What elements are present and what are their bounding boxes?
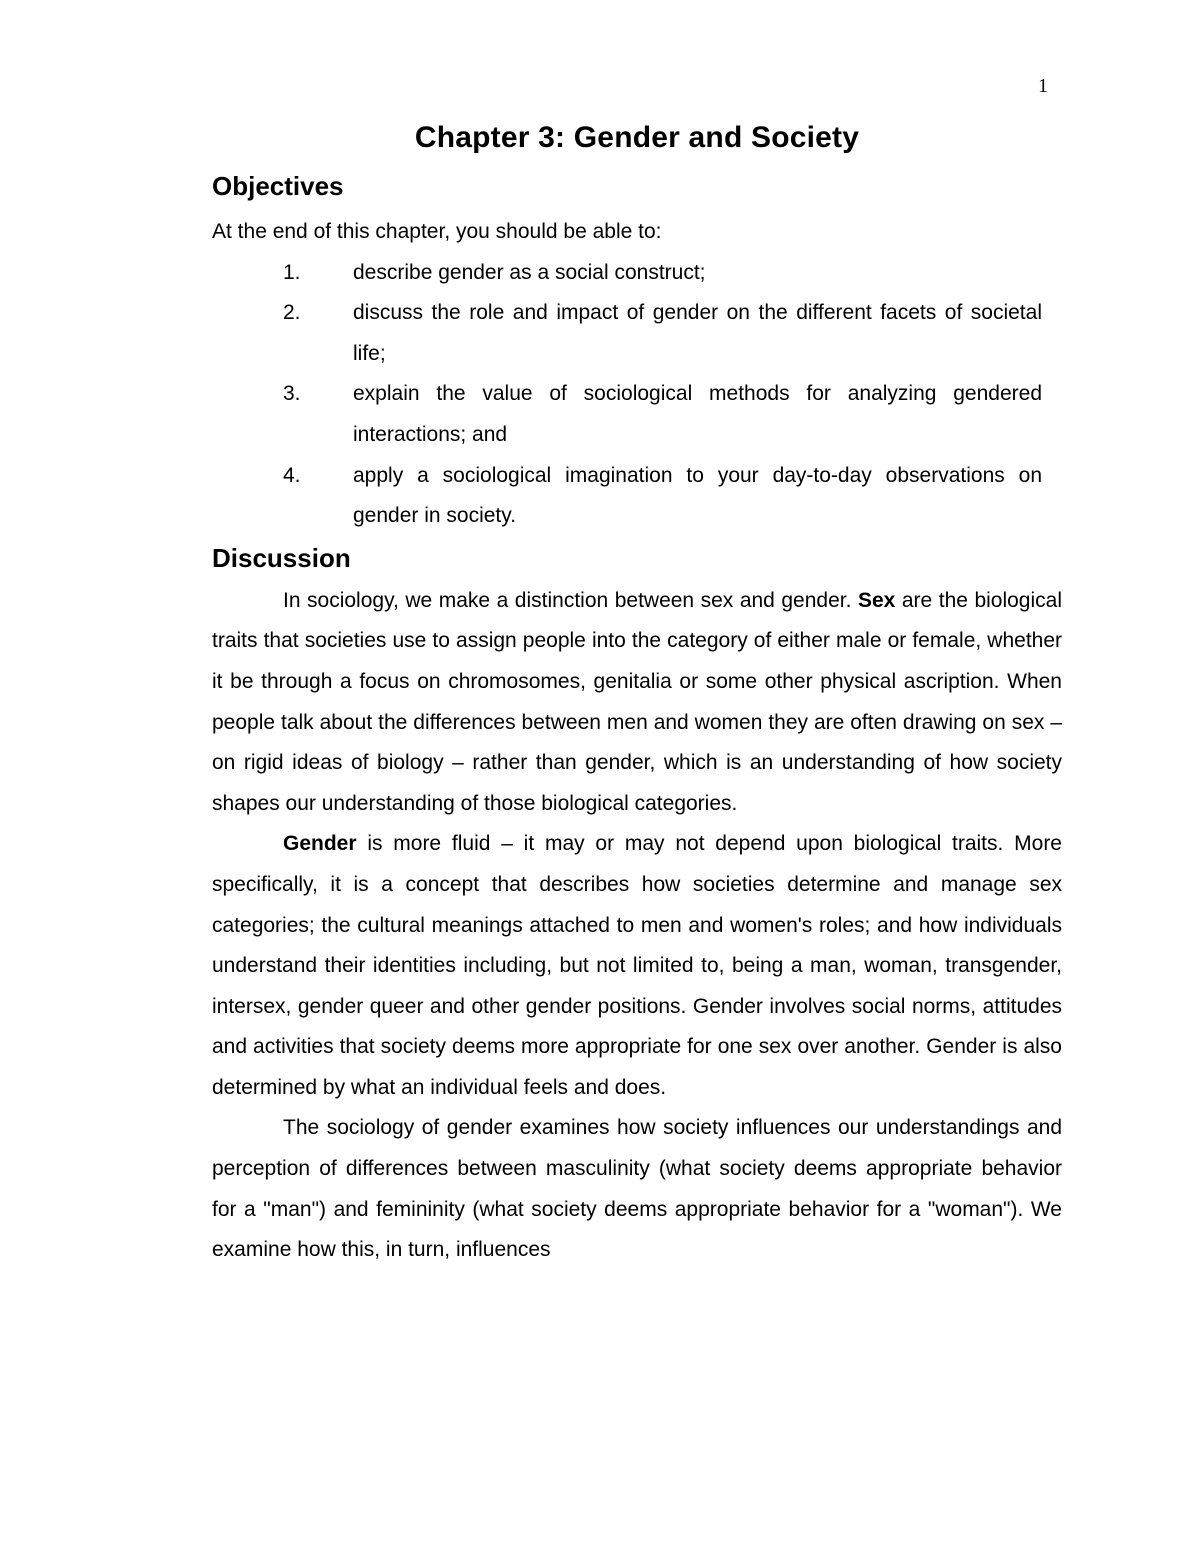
discussion-heading: Discussion [212,542,351,573]
objective-number: 1. [283,260,301,284]
discussion-paragraph-gender [212,824,1062,1108]
objectives-intro: At the end of this chapter, you should be able to: [212,220,662,243]
objective-number: 4. [283,463,301,487]
chapter-title: Chapter 3: Gender and Society [414,121,860,154]
objective-text: discuss the role and impact of gender on the different facets of societal life; [353,301,1042,365]
term-sex: Sex [857,588,896,612]
discussion-paragraph-sex [212,581,1062,825]
objective-item [212,253,1062,294]
term-gender: Gender [283,832,357,856]
page-number: 1 [1038,75,1048,97]
objective-number: 2. [283,301,301,325]
objective-item [212,456,1062,537]
document-body [212,118,1062,1271]
objective-number: 3. [283,382,301,406]
paragraph-text: are the biological traits that societies use to assign people into the category of either male or female, whether it be through a focus on chromosomes, genitalia or some other physical ascription. When people talk about the differences between men and women they are often drawing on sex – on rigid ideas of biology – rather than gender, which is an understanding of how society shapes our understanding of those biological categories. [212,588,1063,815]
objective-item [212,374,1062,455]
paragraph-text: is more fluid – it may or may not depend upon biological traits. More specifically, it is a concept that describes how societies determine and manage sex categories; the cultural meanings attached to men and women's roles; and how individuals understand their identities including, but not limited to, being a man, woman, transgender, intersex, gender queer and other gender positions. Gender involves social norms, attitudes and activities that society deems more appropriate for one sex over another. Gender is also determined by what an individual feels and does. [212,832,1062,1099]
objectives-list [212,253,1062,537]
objective-item [212,293,1062,374]
objective-text: describe gender as a social construct; [353,260,706,284]
objective-text: explain the value of sociological methods for analyzing gendered interactions; and [353,382,1042,446]
paragraph-text: In sociology, we make a distinction between sex and gender. [283,588,858,612]
objectives-heading: Objectives [212,171,344,201]
objective-text: apply a sociological imagination to your day-to-day observations on gender in society. [353,463,1042,528]
discussion-paragraph-sociology: The sociology of gender examines how society influences our understandings and perception of differences between masculinity (what society deems appropriate behavior for a "man") and femininity (what society deems appropriate behavior for a "woman"). We examine how this, in turn, influences [212,1116,1062,1262]
